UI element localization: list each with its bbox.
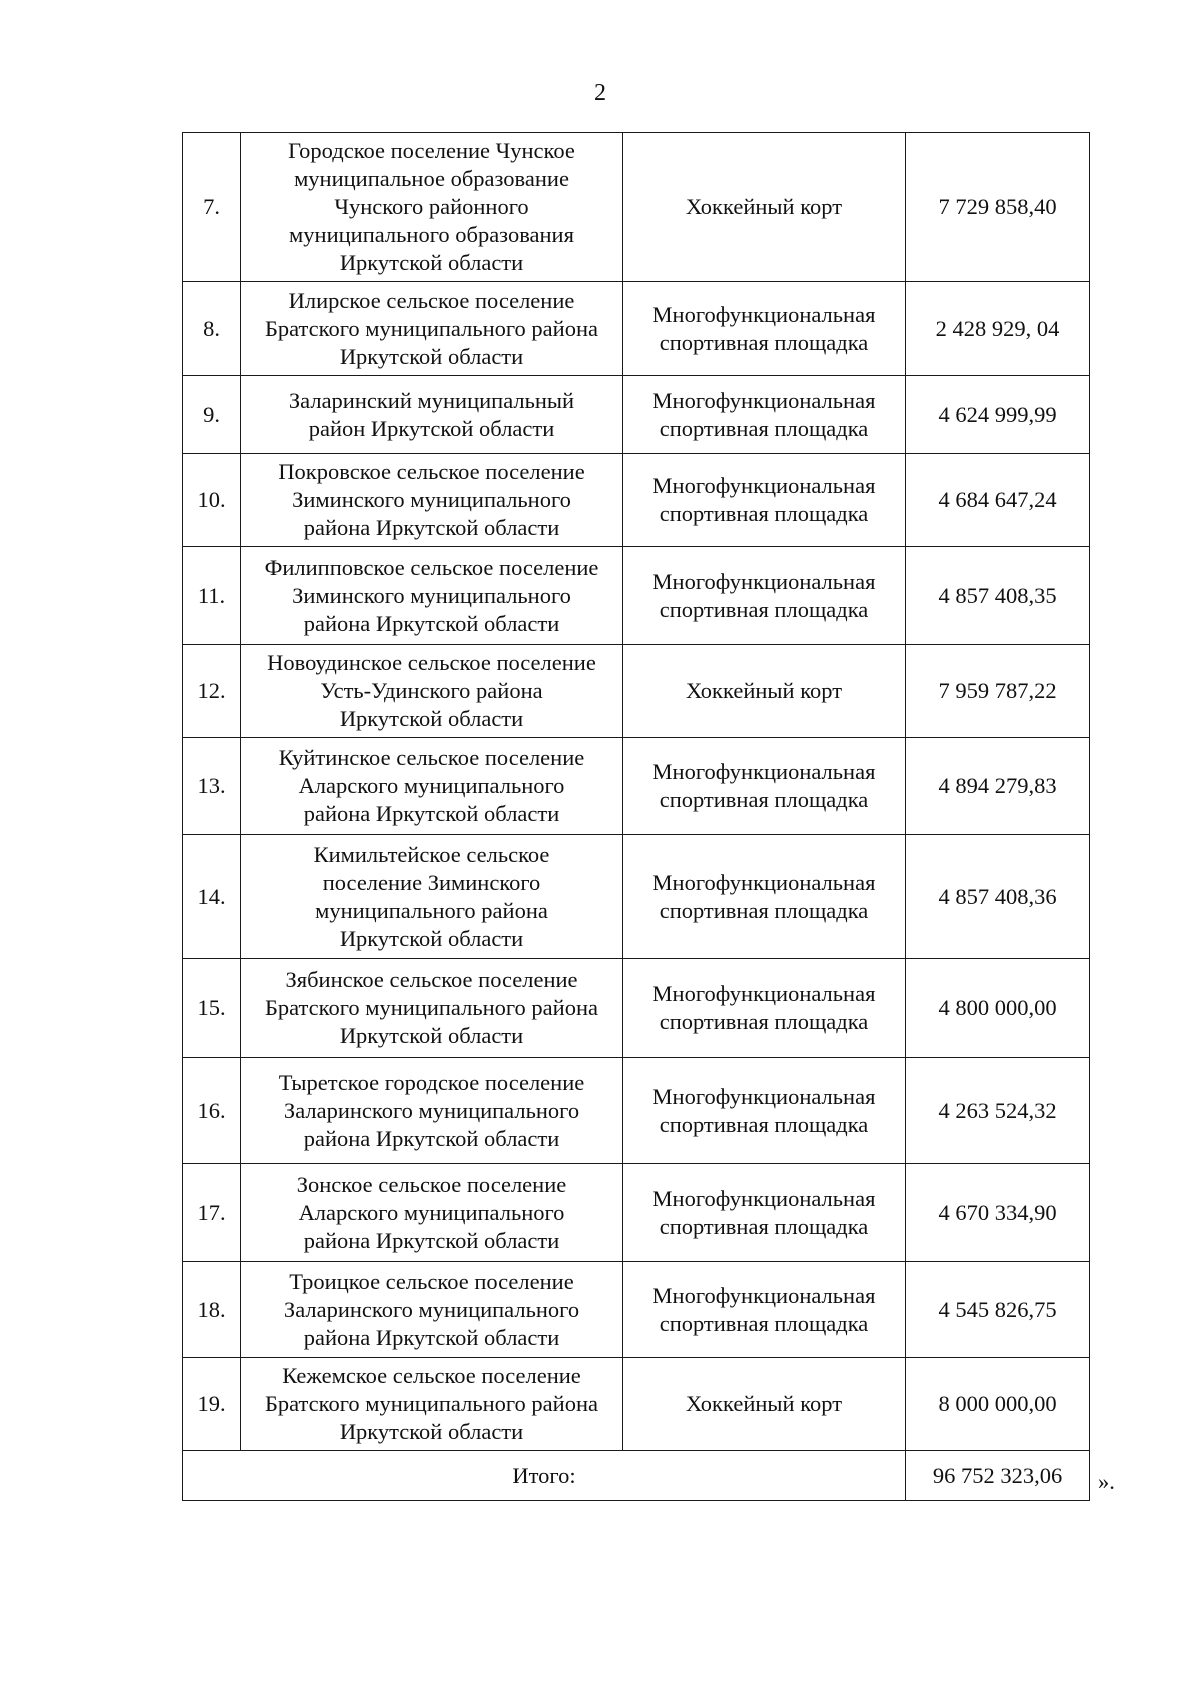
sports-object-line: спортивная площадка bbox=[659, 501, 869, 526]
sports-object-cell bbox=[623, 1164, 906, 1262]
amount-cell: 2 428 929, 04 bbox=[906, 282, 1090, 376]
municipality-name-line: района Иркутской области bbox=[303, 1324, 560, 1350]
municipality-name-line: Чунского районного bbox=[334, 194, 529, 219]
sports-object-cell bbox=[623, 376, 906, 454]
sports-object-line: спортивная площадка bbox=[659, 897, 869, 923]
municipality-name-cell bbox=[241, 133, 623, 282]
row-number-cell: 18. bbox=[183, 1262, 241, 1358]
sports-object-line: спортивная площадка bbox=[659, 1213, 869, 1239]
total-amount: 96 752 323,06 bbox=[906, 1451, 1090, 1501]
municipality-name-line: Братского муниципального района bbox=[264, 995, 598, 1020]
row-number-cell: 13. bbox=[183, 738, 241, 835]
sports-object-line: спортивная площадка bbox=[659, 1111, 869, 1137]
row-number-cell: 7. bbox=[183, 133, 241, 282]
sports-object-cell bbox=[623, 645, 906, 738]
row-number-cell: 17. bbox=[183, 1164, 241, 1262]
municipality-name-line: Заларинский муниципальный bbox=[288, 387, 575, 413]
municipality-name-cell bbox=[241, 454, 623, 547]
municipality-name-line: район Иркутской области bbox=[308, 415, 555, 441]
municipality-name-line: Братского муниципального района bbox=[264, 1391, 598, 1416]
sports-object-cell bbox=[623, 959, 906, 1058]
sports-object-line: спортивная площадка bbox=[659, 787, 869, 812]
sports-object-line: спортивная площадка bbox=[659, 329, 869, 355]
row-number-cell: 10. bbox=[183, 454, 241, 547]
row-number-cell: 11. bbox=[183, 547, 241, 645]
municipality-name-line: поселение Зиминского bbox=[322, 869, 541, 895]
municipality-name-line: Иркутской области bbox=[339, 343, 524, 369]
table-row bbox=[183, 1058, 1090, 1164]
municipality-name-line: муниципальное образование bbox=[294, 166, 569, 191]
row-number-cell: 12. bbox=[183, 645, 241, 738]
municipality-name-cell bbox=[241, 1358, 623, 1451]
municipality-name-line: Зябинское сельское поселение bbox=[285, 967, 578, 992]
amount-cell: 7 959 787,22 bbox=[906, 645, 1090, 738]
table-row bbox=[183, 645, 1090, 738]
municipality-name-cell bbox=[241, 835, 623, 959]
municipality-name-line: Илирское сельское поселение bbox=[288, 287, 575, 313]
sports-object-line: Многофункциональная bbox=[652, 387, 876, 413]
municipality-name-line: Зонское сельское поселение bbox=[296, 1171, 567, 1197]
sports-object-line: спортивная площадка bbox=[659, 596, 869, 622]
sports-object-line: Многофункциональная bbox=[652, 568, 876, 594]
amount-cell: 4 857 408,36 bbox=[906, 835, 1090, 959]
municipality-name-cell bbox=[241, 1058, 623, 1164]
table-row bbox=[183, 454, 1090, 547]
municipality-name-cell bbox=[241, 547, 623, 645]
sports-object-line: Хоккейный корт bbox=[685, 678, 843, 703]
municipality-name-line: Зиминского муниципального bbox=[292, 487, 571, 512]
sports-object-cell bbox=[623, 282, 906, 376]
sports-object-cell bbox=[623, 738, 906, 835]
amount-cell: 4 894 279,83 bbox=[906, 738, 1090, 835]
row-number-cell: 16. bbox=[183, 1058, 241, 1164]
municipality-name-line: района Иркутской области bbox=[303, 610, 560, 636]
sports-object-line: Многофункциональная bbox=[652, 759, 876, 784]
amount-cell: 4 263 524,32 bbox=[906, 1058, 1090, 1164]
sports-object-line: Хоккейный корт bbox=[685, 1391, 843, 1416]
sports-object-line: спортивная площадка bbox=[659, 1310, 869, 1336]
amount-cell: 4 857 408,35 bbox=[906, 547, 1090, 645]
amount-cell: 4 670 334,90 bbox=[906, 1164, 1090, 1262]
amount-cell: 7 729 858,40 bbox=[906, 133, 1090, 282]
amount-cell: 4 684 647,24 bbox=[906, 454, 1090, 547]
sports-object-cell bbox=[623, 835, 906, 959]
municipality-name-line: Троицкое сельское поселение bbox=[289, 1268, 574, 1294]
table-row bbox=[183, 376, 1090, 454]
municipality-name-line: района Иркутской области bbox=[303, 1125, 560, 1151]
municipality-name-line: Иркутской области bbox=[339, 1419, 524, 1444]
table-row bbox=[183, 835, 1090, 959]
municipality-name-line: Кимильтейское сельское bbox=[313, 841, 550, 867]
total-label: Итого: bbox=[183, 1451, 906, 1501]
amount-cell: 4 624 999,99 bbox=[906, 376, 1090, 454]
sports-object-cell bbox=[623, 454, 906, 547]
municipality-name-line: Куйтинское сельское поселение bbox=[278, 745, 585, 770]
sports-object-cell bbox=[623, 1262, 906, 1358]
municipality-name-line: муниципального образования bbox=[289, 222, 574, 247]
table-row bbox=[183, 1358, 1090, 1451]
page-number: 2 bbox=[594, 80, 606, 106]
amount-cell: 8 000 000,00 bbox=[906, 1358, 1090, 1451]
municipality-name-line: Новоудинское сельское поселение bbox=[267, 650, 596, 675]
municipality-name-line: Иркутской области bbox=[339, 1023, 524, 1048]
sports-object-line: Многофункциональная bbox=[652, 869, 876, 895]
row-number-cell: 9. bbox=[183, 376, 241, 454]
row-number-cell: 14. bbox=[183, 835, 241, 959]
row-number-cell: 8. bbox=[183, 282, 241, 376]
sports-object-line: Многофункциональная bbox=[652, 1185, 876, 1211]
municipality-name-line: Иркутской области bbox=[339, 706, 524, 731]
municipality-name-line: района Иркутской области bbox=[303, 1227, 560, 1253]
sports-object-line: Многофункциональная bbox=[652, 473, 876, 498]
municipality-name-line: района Иркутской области bbox=[303, 801, 560, 826]
municipality-name-cell bbox=[241, 282, 623, 376]
table-row bbox=[183, 133, 1090, 282]
municipality-name-cell bbox=[241, 1164, 623, 1262]
table-row bbox=[183, 547, 1090, 645]
funding-table bbox=[182, 132, 1090, 1501]
table-row bbox=[183, 959, 1090, 1058]
municipality-name-line: муниципального района bbox=[315, 897, 548, 923]
sports-object-line: Многофункциональная bbox=[652, 981, 876, 1006]
municipality-name-cell bbox=[241, 645, 623, 738]
municipality-name-line: Зиминского муниципального bbox=[292, 582, 571, 608]
table-row bbox=[183, 738, 1090, 835]
row-number-cell: 19. bbox=[183, 1358, 241, 1451]
municipality-name-cell bbox=[241, 959, 623, 1058]
sports-object-line: спортивная площадка bbox=[659, 1009, 869, 1034]
municipality-name-line: Аларского муниципального bbox=[298, 1199, 565, 1225]
municipality-name-line: Тыретское городское поселение bbox=[278, 1069, 585, 1095]
municipality-name-cell bbox=[241, 376, 623, 454]
municipality-name-line: Иркутской области bbox=[339, 925, 524, 951]
municipality-name-line: Усть-Удинского района bbox=[320, 678, 543, 703]
municipality-name-line: Заларинского муниципального bbox=[283, 1296, 580, 1322]
municipality-name-cell bbox=[241, 1262, 623, 1358]
table-body bbox=[183, 133, 1090, 1501]
municipality-name-line: Заларинского муниципального bbox=[283, 1097, 580, 1123]
sports-object-cell bbox=[623, 133, 906, 282]
sports-object-line: Хоккейный корт bbox=[685, 194, 843, 219]
municipality-name-line: Покровское сельское поселение bbox=[278, 459, 585, 484]
municipality-name-line: Иркутской области bbox=[339, 250, 524, 275]
municipality-name-line: Братского муниципального района bbox=[264, 315, 598, 341]
municipality-name-line: района Иркутской области bbox=[303, 515, 560, 540]
total-row bbox=[183, 1451, 1090, 1501]
closing-quote-mark: ». bbox=[1098, 1469, 1115, 1494]
amount-cell: 4 800 000,00 bbox=[906, 959, 1090, 1058]
sports-object-line: спортивная площадка bbox=[659, 415, 869, 441]
table-row bbox=[183, 1262, 1090, 1358]
sports-object-line: Многофункциональная bbox=[652, 301, 876, 327]
table-row bbox=[183, 282, 1090, 376]
municipality-name-line: Городское поселение Чунское bbox=[288, 138, 575, 163]
sports-object-line: Многофункциональная bbox=[652, 1282, 876, 1308]
municipality-name-cell bbox=[241, 738, 623, 835]
row-number-cell: 15. bbox=[183, 959, 241, 1058]
sports-object-line: Многофункциональная bbox=[652, 1083, 876, 1109]
municipality-name-line: Филипповское сельское поселение bbox=[264, 554, 599, 580]
sports-object-cell bbox=[623, 547, 906, 645]
municipality-name-line: Аларского муниципального bbox=[298, 773, 565, 798]
table-row bbox=[183, 1164, 1090, 1262]
sports-object-cell bbox=[623, 1358, 906, 1451]
municipality-name-line: Кежемское сельское поселение bbox=[282, 1363, 581, 1388]
sports-object-cell bbox=[623, 1058, 906, 1164]
amount-cell: 4 545 826,75 bbox=[906, 1262, 1090, 1358]
